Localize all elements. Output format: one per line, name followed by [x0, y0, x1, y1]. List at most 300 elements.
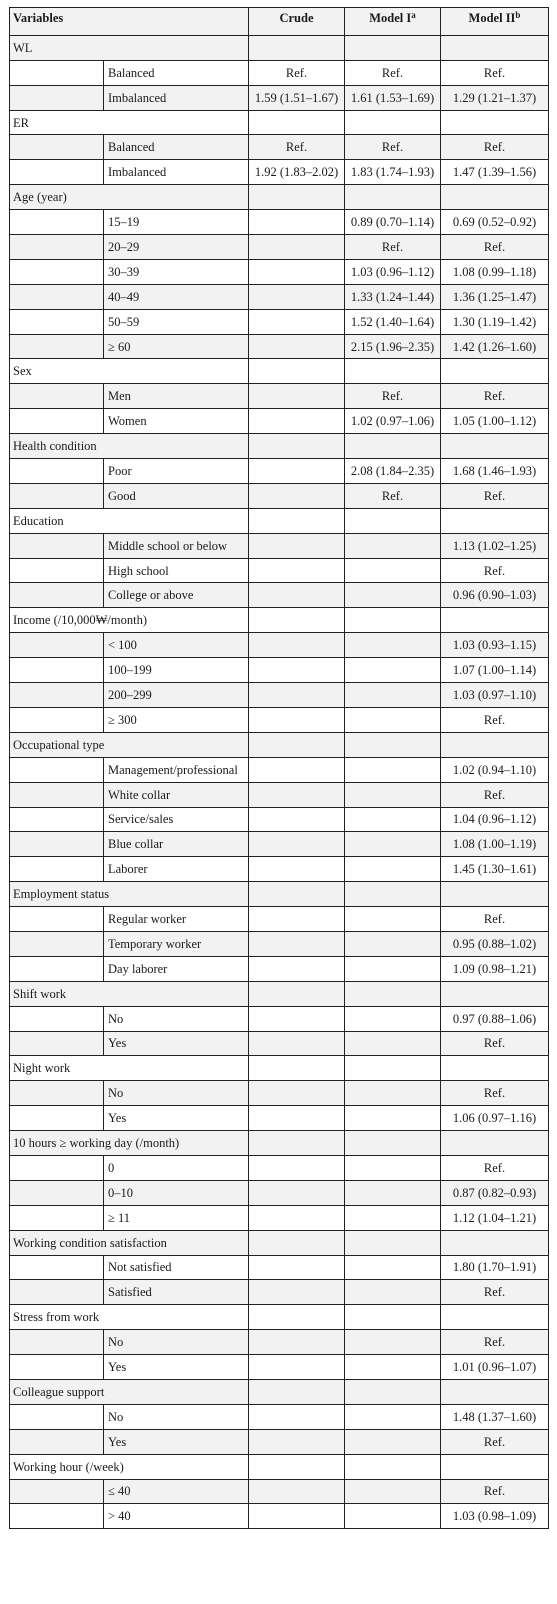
- variable-name-cell: Age (year): [10, 185, 249, 210]
- model-1-cell: Ref.: [345, 483, 441, 508]
- crude-cell: [249, 1230, 345, 1255]
- indent-cell: [10, 707, 104, 732]
- crude-cell: [249, 782, 345, 807]
- model-1-cell: [345, 1479, 441, 1504]
- table-row: [10, 384, 549, 409]
- model-1-cell: [345, 533, 441, 558]
- crude-cell: [249, 384, 345, 409]
- model-1-cell: [345, 359, 441, 384]
- crude-cell: [249, 359, 345, 384]
- table-row: [10, 1479, 549, 1504]
- variable-name-cell: Stress from work: [10, 1305, 249, 1330]
- crude-cell: [249, 658, 345, 683]
- crude-cell: [249, 931, 345, 956]
- table-row: [10, 160, 549, 185]
- indent-cell: [10, 259, 104, 284]
- category-label-cell: > 40: [104, 1504, 249, 1529]
- indent-cell: [10, 1504, 104, 1529]
- crude-cell: [249, 1155, 345, 1180]
- indent-cell: [10, 1404, 104, 1429]
- table-row: [10, 633, 549, 658]
- model-2-cell: Ref.: [441, 1429, 549, 1454]
- category-label-cell: Poor: [104, 459, 249, 484]
- model-2-cell: Ref.: [441, 782, 549, 807]
- indent-cell: [10, 857, 104, 882]
- crude-cell: [249, 882, 345, 907]
- model-2-cell: [441, 732, 549, 757]
- model-1-cell: [345, 956, 441, 981]
- indent-cell: [10, 956, 104, 981]
- variable-name-cell: Colleague support: [10, 1379, 249, 1404]
- crude-cell: [249, 309, 345, 334]
- indent-cell: [10, 1081, 104, 1106]
- crude-cell: [249, 1180, 345, 1205]
- model-1-cell: [345, 633, 441, 658]
- variable-name-cell: Education: [10, 508, 249, 533]
- indent-cell: [10, 1429, 104, 1454]
- category-label-cell: Day laborer: [104, 956, 249, 981]
- table-row: [10, 757, 549, 782]
- model-1-cell: [345, 434, 441, 459]
- crude-cell: Ref.: [249, 60, 345, 85]
- model-1-cell: [345, 1205, 441, 1230]
- header-crude: Crude: [249, 8, 345, 36]
- crude-cell: Ref.: [249, 135, 345, 160]
- crude-cell: [249, 1429, 345, 1454]
- table-row: [10, 1106, 549, 1131]
- table-row: [10, 1006, 549, 1031]
- table-row: [10, 931, 549, 956]
- variable-group-row: [10, 608, 549, 633]
- category-label-cell: Regular worker: [104, 907, 249, 932]
- indent-cell: [10, 60, 104, 85]
- indent-cell: [10, 757, 104, 782]
- crude-cell: [249, 459, 345, 484]
- variable-group-row: [10, 35, 549, 60]
- indent-cell: [10, 85, 104, 110]
- model-1-cell: [345, 1081, 441, 1106]
- model-2-cell: 1.09 (0.98–1.21): [441, 956, 549, 981]
- indent-cell: [10, 907, 104, 932]
- model-2-cell: 0.87 (0.82–0.93): [441, 1180, 549, 1205]
- variable-name-cell: WL: [10, 35, 249, 60]
- model-2-cell: 1.47 (1.39–1.56): [441, 160, 549, 185]
- model-1-cell: [345, 807, 441, 832]
- category-label-cell: < 100: [104, 633, 249, 658]
- model-1-cell: [345, 1106, 441, 1131]
- crude-cell: [249, 1479, 345, 1504]
- category-label-cell: Men: [104, 384, 249, 409]
- indent-cell: [10, 409, 104, 434]
- table-row: [10, 309, 549, 334]
- model-1-cell: [345, 907, 441, 932]
- model-2-cell: Ref.: [441, 1081, 549, 1106]
- model-2-cell: [441, 185, 549, 210]
- model-1-cell: 2.15 (1.96–2.35): [345, 334, 441, 359]
- model-1-cell: [345, 35, 441, 60]
- table-row: [10, 1280, 549, 1305]
- variable-name-cell: Shift work: [10, 981, 249, 1006]
- header-model-1: [345, 8, 441, 36]
- table-row: [10, 956, 549, 981]
- crude-cell: [249, 558, 345, 583]
- model-2-cell: [441, 608, 549, 633]
- crude-cell: [249, 707, 345, 732]
- model-1-cell: Ref.: [345, 235, 441, 260]
- model-1-cell: [345, 857, 441, 882]
- indent-cell: [10, 1180, 104, 1205]
- model-2-cell: [441, 1230, 549, 1255]
- model-2-cell: 1.13 (1.02–1.25): [441, 533, 549, 558]
- variable-group-row: [10, 508, 549, 533]
- table-row: [10, 533, 549, 558]
- category-label-cell: Service/sales: [104, 807, 249, 832]
- model-1-cell: [345, 1131, 441, 1156]
- model-2-cell: 1.08 (0.99–1.18): [441, 259, 549, 284]
- indent-cell: [10, 210, 104, 235]
- crude-cell: [249, 334, 345, 359]
- crude-cell: [249, 1305, 345, 1330]
- indent-cell: [10, 1006, 104, 1031]
- model-2-cell: 1.45 (1.30–1.61): [441, 857, 549, 882]
- header-row: [10, 8, 549, 36]
- crude-cell: [249, 185, 345, 210]
- model-2-cell: Ref.: [441, 1031, 549, 1056]
- category-label-cell: No: [104, 1006, 249, 1031]
- crude-cell: [249, 235, 345, 260]
- model-1-cell: [345, 1305, 441, 1330]
- model-1-cell: [345, 1230, 441, 1255]
- variable-group-row: [10, 185, 549, 210]
- variable-group-row: [10, 1056, 549, 1081]
- indent-cell: [10, 1479, 104, 1504]
- model-1-cell: [345, 1031, 441, 1056]
- header-model-1-label: Model I: [369, 11, 412, 25]
- model-1-cell: [345, 757, 441, 782]
- model-2-cell: [441, 359, 549, 384]
- crude-cell: [249, 683, 345, 708]
- crude-cell: [249, 110, 345, 135]
- model-1-cell: [345, 1355, 441, 1380]
- model-2-cell: Ref.: [441, 1479, 549, 1504]
- table-row: [10, 1155, 549, 1180]
- crude-cell: [249, 981, 345, 1006]
- crude-cell: [249, 1081, 345, 1106]
- table-row: [10, 334, 549, 359]
- indent-cell: [10, 1355, 104, 1380]
- table-row: [10, 658, 549, 683]
- model-2-cell: [441, 1131, 549, 1156]
- crude-cell: [249, 1056, 345, 1081]
- model-1-cell: [345, 508, 441, 533]
- indent-cell: [10, 309, 104, 334]
- category-label-cell: White collar: [104, 782, 249, 807]
- model-2-cell: [441, 434, 549, 459]
- table-row: [10, 1081, 549, 1106]
- variable-name-cell: Occupational type: [10, 732, 249, 757]
- crude-cell: [249, 1006, 345, 1031]
- model-2-cell: [441, 35, 549, 60]
- table-body: [10, 35, 549, 1528]
- table-row: [10, 782, 549, 807]
- variable-group-row: [10, 732, 549, 757]
- model-1-cell: [345, 1006, 441, 1031]
- model-1-cell: [345, 608, 441, 633]
- category-label-cell: Yes: [104, 1031, 249, 1056]
- model-1-cell: 2.08 (1.84–2.35): [345, 459, 441, 484]
- crude-cell: [249, 533, 345, 558]
- variable-group-row: [10, 434, 549, 459]
- model-1-cell: [345, 981, 441, 1006]
- category-label-cell: ≥ 300: [104, 707, 249, 732]
- category-label-cell: Management/professional: [104, 757, 249, 782]
- crude-cell: 1.92 (1.83–2.02): [249, 160, 345, 185]
- model-2-cell: 1.06 (0.97–1.16): [441, 1106, 549, 1131]
- category-label-cell: 30–39: [104, 259, 249, 284]
- category-label-cell: ≥ 11: [104, 1205, 249, 1230]
- model-1-cell: [345, 832, 441, 857]
- indent-cell: [10, 160, 104, 185]
- model-2-cell: 0.95 (0.88–1.02): [441, 931, 549, 956]
- model-1-cell: Ref.: [345, 135, 441, 160]
- crude-cell: 1.59 (1.51–1.67): [249, 85, 345, 110]
- header-model-2: [441, 8, 549, 36]
- variable-name-cell: Working hour (/week): [10, 1454, 249, 1479]
- table-row: [10, 683, 549, 708]
- model-1-cell: [345, 1504, 441, 1529]
- crude-cell: [249, 857, 345, 882]
- model-2-cell: 0.96 (0.90–1.03): [441, 583, 549, 608]
- table-row: [10, 1180, 549, 1205]
- model-1-cell: [345, 185, 441, 210]
- category-label-cell: No: [104, 1330, 249, 1355]
- indent-cell: [10, 284, 104, 309]
- model-1-cell: 1.52 (1.40–1.64): [345, 309, 441, 334]
- crude-cell: [249, 1379, 345, 1404]
- model-2-cell: Ref.: [441, 558, 549, 583]
- model-2-cell: 1.02 (0.94–1.10): [441, 757, 549, 782]
- model-1-cell: [345, 1454, 441, 1479]
- category-label-cell: 50–59: [104, 309, 249, 334]
- category-label-cell: Blue collar: [104, 832, 249, 857]
- variable-group-row: [10, 1230, 549, 1255]
- crude-cell: [249, 583, 345, 608]
- variable-group-row: [10, 1379, 549, 1404]
- variable-name-cell: Night work: [10, 1056, 249, 1081]
- model-2-cell: 0.69 (0.52–0.92): [441, 210, 549, 235]
- model-1-cell: [345, 1330, 441, 1355]
- table-row: [10, 259, 549, 284]
- category-label-cell: Yes: [104, 1429, 249, 1454]
- model-2-cell: 0.97 (0.88–1.06): [441, 1006, 549, 1031]
- model-1-cell: [345, 1280, 441, 1305]
- crude-cell: [249, 483, 345, 508]
- model-2-cell: 1.12 (1.04–1.21): [441, 1205, 549, 1230]
- model-2-cell: 1.29 (1.21–1.37): [441, 85, 549, 110]
- indent-cell: [10, 683, 104, 708]
- variable-name-cell: Sex: [10, 359, 249, 384]
- category-label-cell: 0–10: [104, 1180, 249, 1205]
- indent-cell: [10, 1205, 104, 1230]
- table-row: [10, 210, 549, 235]
- crude-cell: [249, 633, 345, 658]
- crude-cell: [249, 1404, 345, 1429]
- model-2-cell: Ref.: [441, 1155, 549, 1180]
- header-variables: Variables: [10, 8, 249, 36]
- crude-cell: [249, 757, 345, 782]
- model-2-cell: 1.03 (0.93–1.15): [441, 633, 549, 658]
- table-row: [10, 907, 549, 932]
- category-label-cell: 15–19: [104, 210, 249, 235]
- category-label-cell: Yes: [104, 1355, 249, 1380]
- indent-cell: [10, 1330, 104, 1355]
- table-row: [10, 707, 549, 732]
- model-2-cell: Ref.: [441, 135, 549, 160]
- indent-cell: [10, 1106, 104, 1131]
- variable-name-cell: Health condition: [10, 434, 249, 459]
- indent-cell: [10, 459, 104, 484]
- model-1-cell: [345, 1379, 441, 1404]
- category-label-cell: No: [104, 1081, 249, 1106]
- odds-ratio-table: [9, 7, 549, 1529]
- model-1-cell: [345, 882, 441, 907]
- crude-cell: [249, 1031, 345, 1056]
- category-label-cell: College or above: [104, 583, 249, 608]
- indent-cell: [10, 658, 104, 683]
- header-model-2-footnote: b: [515, 10, 521, 20]
- model-2-cell: Ref.: [441, 1330, 549, 1355]
- model-1-cell: 1.61 (1.53–1.69): [345, 85, 441, 110]
- category-label-cell: ≥ 60: [104, 334, 249, 359]
- crude-cell: [249, 1504, 345, 1529]
- table-row: [10, 807, 549, 832]
- indent-cell: [10, 558, 104, 583]
- model-1-cell: [345, 1056, 441, 1081]
- indent-cell: [10, 807, 104, 832]
- crude-cell: [249, 1205, 345, 1230]
- table-row: [10, 284, 549, 309]
- model-2-cell: [441, 110, 549, 135]
- model-2-cell: Ref.: [441, 60, 549, 85]
- variable-group-row: [10, 1131, 549, 1156]
- header-model-2-label: Model II: [468, 11, 516, 25]
- table-row: [10, 483, 549, 508]
- variable-group-row: [10, 110, 549, 135]
- model-2-cell: 1.03 (0.97–1.10): [441, 683, 549, 708]
- category-label-cell: 0: [104, 1155, 249, 1180]
- model-2-cell: Ref.: [441, 907, 549, 932]
- table-row: [10, 409, 549, 434]
- model-2-cell: 1.08 (1.00–1.19): [441, 832, 549, 857]
- model-1-cell: Ref.: [345, 60, 441, 85]
- variable-group-row: [10, 981, 549, 1006]
- model-1-cell: [345, 1255, 441, 1280]
- model-2-cell: 1.05 (1.00–1.12): [441, 409, 549, 434]
- category-label-cell: No: [104, 1404, 249, 1429]
- variable-name-cell: Income (/10,000₩/month): [10, 608, 249, 633]
- model-2-cell: 1.68 (1.46–1.93): [441, 459, 549, 484]
- crude-cell: [249, 1454, 345, 1479]
- model-1-cell: [345, 1404, 441, 1429]
- table-row: [10, 1504, 549, 1529]
- model-1-cell: 1.83 (1.74–1.93): [345, 160, 441, 185]
- model-2-cell: [441, 981, 549, 1006]
- crude-cell: [249, 1131, 345, 1156]
- model-2-cell: [441, 1379, 549, 1404]
- model-1-cell: 1.33 (1.24–1.44): [345, 284, 441, 309]
- indent-cell: [10, 782, 104, 807]
- category-label-cell: Temporary worker: [104, 931, 249, 956]
- category-label-cell: High school: [104, 558, 249, 583]
- indent-cell: [10, 135, 104, 160]
- model-1-cell: [345, 558, 441, 583]
- crude-cell: [249, 956, 345, 981]
- crude-cell: [249, 284, 345, 309]
- crude-cell: [249, 907, 345, 932]
- table-row: [10, 459, 549, 484]
- table-row: [10, 1031, 549, 1056]
- model-1-cell: [345, 931, 441, 956]
- indent-cell: [10, 533, 104, 558]
- model-2-cell: [441, 1056, 549, 1081]
- table-row: [10, 558, 549, 583]
- category-label-cell: Women: [104, 409, 249, 434]
- category-label-cell: 100–199: [104, 658, 249, 683]
- table-row: [10, 857, 549, 882]
- indent-cell: [10, 832, 104, 857]
- table-row: [10, 832, 549, 857]
- crude-cell: [249, 409, 345, 434]
- table-row: [10, 60, 549, 85]
- model-2-cell: Ref.: [441, 707, 549, 732]
- variable-name-cell: ER: [10, 110, 249, 135]
- model-1-cell: [345, 1429, 441, 1454]
- indent-cell: [10, 384, 104, 409]
- crude-cell: [249, 732, 345, 757]
- category-label-cell: Satisfied: [104, 1280, 249, 1305]
- table-row: [10, 1355, 549, 1380]
- variable-group-row: [10, 882, 549, 907]
- model-2-cell: 1.07 (1.00–1.14): [441, 658, 549, 683]
- indent-cell: [10, 583, 104, 608]
- crude-cell: [249, 1355, 345, 1380]
- model-2-cell: Ref.: [441, 235, 549, 260]
- indent-cell: [10, 483, 104, 508]
- indent-cell: [10, 1280, 104, 1305]
- model-2-cell: 1.30 (1.19–1.42): [441, 309, 549, 334]
- crude-cell: [249, 210, 345, 235]
- indent-cell: [10, 334, 104, 359]
- variable-name-cell: 10 hours ≥ working day (/month): [10, 1131, 249, 1156]
- model-1-cell: [345, 707, 441, 732]
- model-2-cell: 1.42 (1.26–1.60): [441, 334, 549, 359]
- model-2-cell: 1.80 (1.70–1.91): [441, 1255, 549, 1280]
- category-label-cell: Laborer: [104, 857, 249, 882]
- variable-group-row: [10, 1454, 549, 1479]
- table-row: [10, 1205, 549, 1230]
- model-2-cell: Ref.: [441, 1280, 549, 1305]
- crude-cell: [249, 1280, 345, 1305]
- crude-cell: [249, 832, 345, 857]
- crude-cell: [249, 35, 345, 60]
- crude-cell: [249, 608, 345, 633]
- crude-cell: [249, 508, 345, 533]
- model-1-cell: 1.03 (0.96–1.12): [345, 259, 441, 284]
- category-label-cell: Yes: [104, 1106, 249, 1131]
- category-label-cell: Imbalanced: [104, 85, 249, 110]
- category-label-cell: 40–49: [104, 284, 249, 309]
- variable-name-cell: Working condition satisfaction: [10, 1230, 249, 1255]
